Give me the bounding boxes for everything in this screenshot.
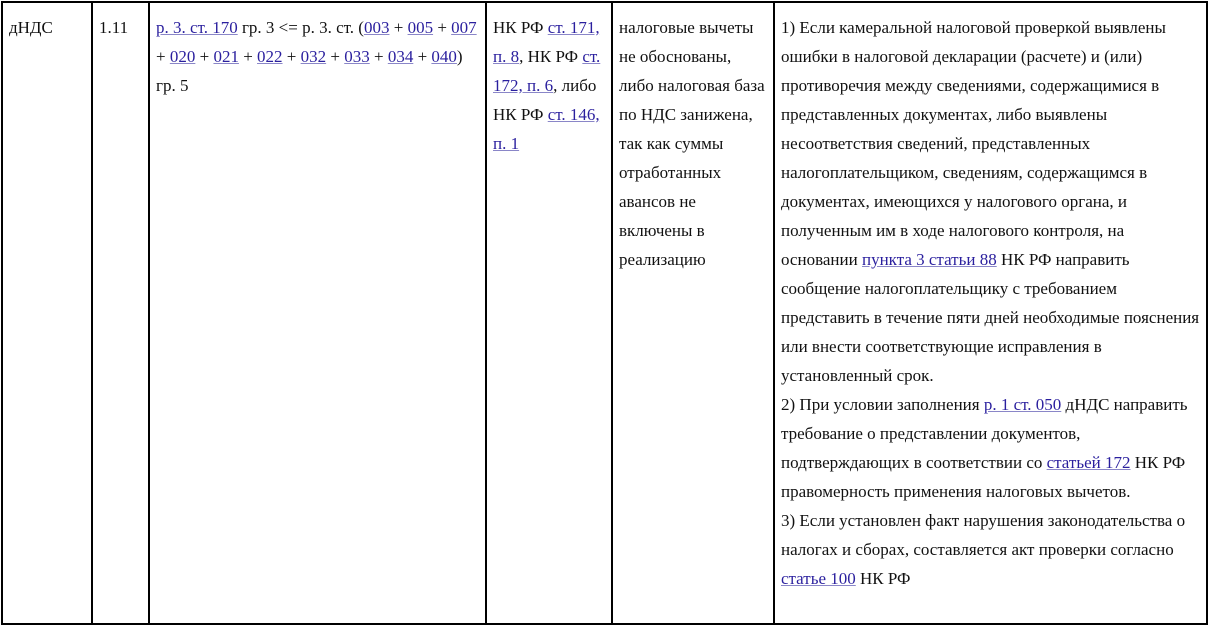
number-cell (92, 2, 149, 624)
ratio-text: гр. 3 <= р. 3. ст. ( (237, 18, 364, 37)
legal-basis-link[interactable]: ст. 172, п. 6 (493, 47, 601, 95)
table-row (2, 2, 1207, 624)
legal-basis (493, 18, 600, 153)
ratio-text: ) гр. 5 (156, 47, 463, 95)
action-2: 2) При условии заполнения р. 1 ст. 050 дНДС направить требование о представлении документов, подтверждающих в соответствии со статьей 172 НК РФ правомерность применения налоговых вычетов. (781, 395, 1188, 501)
ratio-text: + (282, 47, 301, 66)
ratio-link[interactable]: р. 3. ст. 170 (156, 18, 238, 37)
ratio-link[interactable]: 034 (387, 47, 414, 66)
ratio-text: + (389, 18, 408, 37)
legal-basis-text: , либо НК РФ (493, 76, 597, 124)
form-cell (2, 2, 92, 624)
ratio-text: + (156, 47, 170, 66)
ratio-link[interactable]: 022 (257, 47, 283, 66)
violation-cell (612, 2, 774, 624)
link-article-88[interactable]: пункта 3 статьи 88 (861, 250, 997, 269)
legal-basis-text: НК РФ (493, 18, 548, 37)
ratio-link[interactable]: 020 (169, 47, 196, 66)
ratio-link[interactable]: 040 (431, 47, 457, 66)
form-name: дНДС (9, 18, 53, 37)
link-article-100[interactable]: статье 100 (781, 569, 856, 588)
action-3: 3) Если установлен факт нарушения законодательства о налогах и сборах, составляется акт проверки согласно статье 100 НК РФ (781, 511, 1186, 588)
ratio-text: + (326, 47, 345, 66)
control-ratios-table (1, 1, 1208, 625)
ratio-text: + (238, 47, 258, 66)
legal-basis-cell (486, 2, 612, 624)
legal-basis-link[interactable]: ст. 146, п. 1 (493, 105, 600, 153)
ratio-link[interactable]: 021 (213, 47, 239, 66)
ratio-formula (156, 18, 477, 95)
ratio-link[interactable]: 003 (363, 18, 390, 37)
ratio-number: 1.11 (99, 18, 129, 37)
link-article-172[interactable]: статьей 172 (1046, 453, 1131, 472)
action-1: 1) Если камеральной налоговой проверкой выявлены ошибки в налоговой декларации (расчете) и (или) противоречия между сведениями, содержащимися в представленных документах, либо выявлены несоответствия сведений, представленных налогоплательщиком, сведениям, содержащимся в документах, имеющихся у налогового органа, и полученным им в ходе налогового контроля, на основании пункта 3 статьи 88 НК РФ направить сообщение налогоплательщику с требованием представить в течение пяти дней необходимые пояснения или внести соответствующие исправления в установленный срок. (781, 18, 1200, 385)
violation-text: налоговые вычеты не обоснованы, либо налоговая база по НДС занижена, так как суммы отработанных авансов не включены в реализацию (619, 18, 765, 269)
ratio-text: + (369, 47, 388, 66)
ratio-link[interactable]: 033 (344, 47, 370, 66)
actions-cell (774, 2, 1207, 624)
ratio-link[interactable]: 005 (407, 18, 434, 37)
ratio-cell (149, 2, 486, 624)
ratio-link[interactable]: 007 (451, 18, 477, 37)
legal-basis-link[interactable]: ст. 171, п. 8 (493, 18, 600, 66)
ratio-text: + (413, 47, 432, 66)
legal-basis-text: , НК РФ (519, 47, 583, 66)
ratio-text: + (433, 18, 452, 37)
ratio-link[interactable]: 032 (300, 47, 327, 66)
ratio-text: + (195, 47, 214, 66)
link-r1-st050[interactable]: р. 1 ст. 050 (983, 395, 1062, 414)
